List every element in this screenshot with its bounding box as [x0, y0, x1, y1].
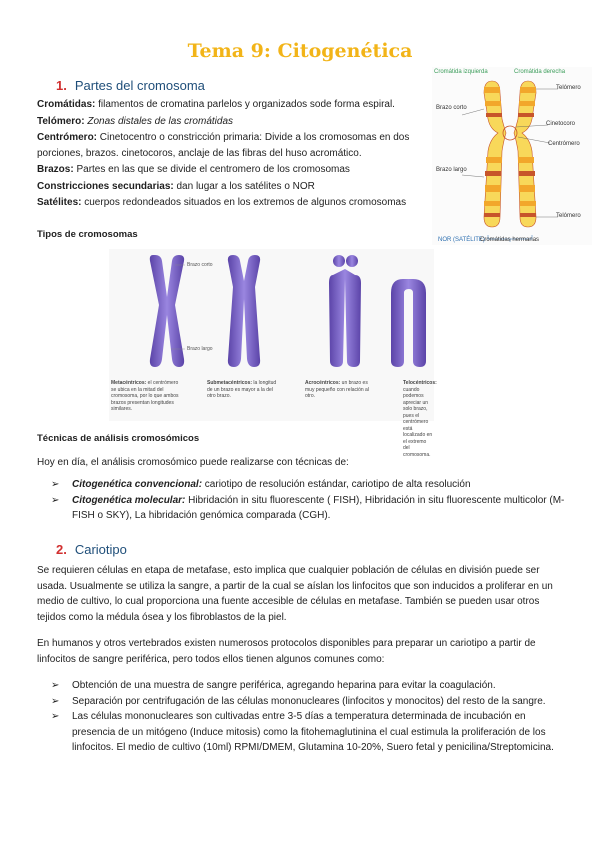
- list-item: ➢ Separación por centrifugación de las células mononucleares (linfocitos y monocitos) del resto de la sangre.: [37, 694, 567, 710]
- label-cromatida-izquierda: Cromátida izquierda: [434, 69, 488, 75]
- label-brazo-corto: Brazo corto: [436, 105, 467, 111]
- definition-item: Centrómero: Cinetocentro o constricción primaria: Divide a los cromosomas en dos porciones, brazos. cinetocoros, anclaje de las fibras del huso acromático.: [37, 132, 410, 159]
- caption-metacentricos: Metacéntricos: el centrómero se ubica en la mitad del cromosoma, por lo que ambos brazos presentan longitudes similares.: [111, 380, 179, 412]
- section-2-title: Cariotipo: [74, 542, 127, 557]
- arrow-bullet-icon: ➢: [51, 711, 60, 722]
- section-1-number: 1.: [56, 78, 67, 93]
- list-item: ➢ Obtención de una muestra de sangre periférica, agregando heparina para evitar la coagulación.: [37, 678, 567, 694]
- left-chromatid: [484, 81, 506, 227]
- tecnicas-intro: Hoy en día, el análisis cromosómico puede realizarse con técnicas de:: [37, 457, 349, 468]
- arrow-bullet-icon: ➢: [51, 695, 60, 707]
- arrow-bullet-icon: ➢: [51, 680, 60, 691]
- label-brazo-largo-types: Brazo largo: [187, 346, 213, 352]
- list-item: ➢ Citogenética molecular: Hibridación in situ fluorescente ( FISH), Hibridación in situ fluorescente multicolor (M-FISH o SKY), La hibridación genómica comparada (CGH).: [51, 494, 565, 521]
- label-telomero-bottom: Telómero: [556, 213, 581, 219]
- tecnicas-list: [37, 477, 567, 524]
- list-item: ➢ Citogenética convencional: cariotipo de resolución estándar, cariotipo de alta resolución: [37, 477, 567, 493]
- label-brazo-corto-types: Brazo corto: [187, 262, 213, 268]
- chromosome-types-illustration: [109, 249, 434, 377]
- submetacentric-chromosome: [228, 255, 260, 367]
- arrow-bullet-icon: ➢: [51, 479, 60, 490]
- label-nor: NOR (SATÉLITE): [438, 237, 485, 243]
- label-brazo-largo: Brazo largo: [436, 167, 467, 173]
- definitions-list: [37, 97, 427, 212]
- label-cinetocoro: Cinetocoro: [546, 121, 576, 127]
- list-item: ➢ Las células mononucleares son cultivadas entre 3-5 días a temperatura determinada de incubación en presencia de un mitógeno (Induce mitosis) como la fitohemaglutinina el cual estimula la proliferación de los linfocitos. El medio de cultivo (10ml) RPMI/DMEM, Glutamina 10-20%, Suero fetal y penicilina/Streptomicina.: [51, 711, 554, 753]
- label-telomero-top: Telómero: [556, 85, 581, 91]
- right-chromatid: [514, 81, 536, 227]
- section-2-number: 2.: [56, 542, 67, 557]
- tecnicas-heading: Técnicas de análisis cromosómicos: [37, 433, 200, 444]
- caption-submetacentricos: Submetacéntricos: la longitud de un brazo es mayor a la del otro brazo.: [207, 380, 277, 399]
- tipos-heading: Tipos de cromosomas: [37, 229, 138, 240]
- definition-item: Satélites: cuerpos redondeados situados en los extremos de algunos cromosomas: [37, 197, 407, 208]
- label-cromatida-derecha: Cromátida derecha: [514, 69, 566, 75]
- definition-item: Constricciones secundarias: dan lugar a los satélites o NOR: [37, 180, 315, 192]
- cariotipo-paragraph-2: En humanos y otros vertebrados existen numerosos protocolos disponibles para preparar un cariotipo a partir de linfocitos de sangre periférica, pero todos ellos tienen algunos comunes como:: [37, 638, 536, 665]
- page-title: Tema 9: Citogenética: [187, 40, 413, 62]
- cariotipo-paragraph-1: Se requieren células en etapa de metafase, esto implica que cualquier población de células en división puede ser usada. Usualmente se utiliza la sangre, a partir de la cual se aíslan los linfocitos que son inducidos a proliferar en un medio de cultivo, lo cual proporciona una fuente accesible de células en metafase. También se pueden usar otros tejidos como la médula ósea y los fibroblastos de la piel.: [37, 565, 553, 623]
- definition-item: Cromátidas: filamentos de cromatina parlelos y organizados sode forma espiral.: [37, 99, 395, 110]
- section-1-heading: [56, 78, 205, 93]
- acrocentric-chromosome: [329, 255, 361, 367]
- metacentric-chromosome: [150, 255, 184, 367]
- label-cromatidas-hermanas: Cromátidas hermanas: [480, 237, 540, 243]
- section-2-heading: [56, 542, 127, 557]
- definition-item: Telómero: Zonas distales de las cromátidas: [37, 115, 234, 127]
- arrow-bullet-icon: ➢: [51, 494, 60, 506]
- section-1-title: Partes del cromosoma: [74, 78, 205, 93]
- cariotipo-list: [37, 678, 567, 756]
- definition-item: Brazos: Partes en las que se divide el centromero de los cromosomas: [37, 164, 350, 175]
- caption-acrocentricos: Acrocéntricos: un brazo es muy pequeño con relación al otro.: [305, 380, 369, 399]
- label-centromero: Centrómero: [548, 141, 580, 147]
- telocentric-chromosome: [391, 279, 426, 367]
- caption-telocentricos: Telocéntricos: cuando podemos apreciar un solo brazo, pues el centrómero está localizado en el extremo del cromosoma.: [403, 380, 437, 458]
- chromosome-parts-diagram: [432, 67, 592, 245]
